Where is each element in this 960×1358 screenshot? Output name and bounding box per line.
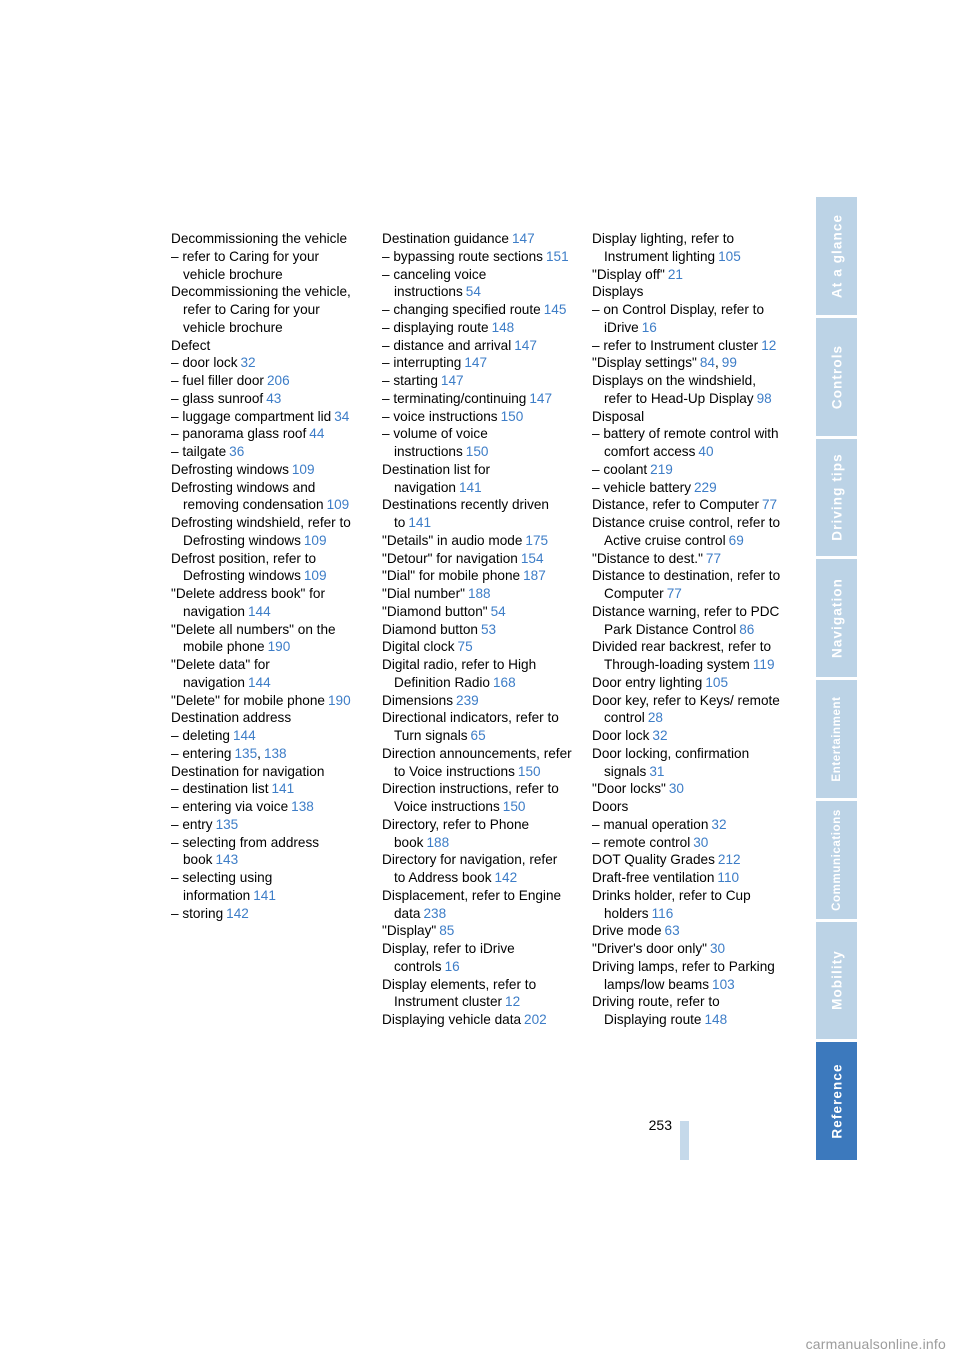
tab-at-a-glance[interactable] (816, 197, 857, 315)
index-term: – deleting (171, 728, 230, 743)
index-term: Diamond button (382, 621, 478, 637)
page-reference-link[interactable]: 151 (545, 248, 569, 264)
index-term: – manual operation (592, 816, 709, 832)
page-reference-link[interactable]: 32 (652, 728, 668, 743)
index-term: Destinations recently driven to (382, 497, 549, 530)
page-reference-link[interactable]: 32 (711, 816, 727, 832)
page-reference-link[interactable]: 150 (500, 408, 524, 424)
page-reference-link[interactable]: 116 (651, 905, 674, 921)
index-term: Direction instructions, refer to Voice instructions (382, 781, 559, 814)
page-separator: , (257, 745, 261, 761)
index-term: "Display" (382, 923, 437, 939)
index-term: – refer to Instrument cluster (592, 337, 759, 353)
index-term: – vehicle battery (592, 479, 691, 495)
index-term: "Diamond button" (382, 603, 488, 619)
page-reference-link[interactable]: 12 (761, 337, 777, 353)
index-term: Displacement, refer to Engine data (382, 887, 562, 921)
index-entry (171, 692, 361, 710)
index-term: Defect (171, 337, 211, 353)
index-term: Defrosting windows (171, 461, 289, 477)
index-entry (382, 922, 572, 940)
index-term: Displays on the windshield, refer to Head-Up Display (592, 373, 756, 406)
index-entry (171, 372, 361, 390)
index-entry (592, 337, 782, 355)
index-term: – storing (171, 905, 224, 921)
index-entry (592, 567, 782, 603)
page-reference-link[interactable]: 75 (457, 639, 473, 655)
index-term: – coolant (592, 461, 648, 477)
index-term: Digital radio, refer to High Definition Radio (382, 657, 537, 690)
page-reference-link[interactable]: 147 (511, 231, 535, 246)
page-reference-link[interactable]: 135 (234, 745, 258, 761)
watermark: carmanualsonline.info (805, 1336, 946, 1352)
tab-label: Reference (829, 1063, 844, 1139)
index-term: – selecting using information (171, 870, 273, 903)
index-entry (592, 230, 782, 266)
index-term: Display elements, refer to Instrument cluster (382, 976, 537, 1010)
index-term: Door lock (592, 728, 650, 743)
index-term: Distance, refer to Computer (592, 497, 759, 513)
index-entry (592, 780, 782, 798)
page-reference-link[interactable]: 144 (247, 674, 271, 690)
index-entry (382, 816, 572, 852)
index-entry (382, 354, 572, 372)
page-reference-link[interactable]: 54 (490, 603, 506, 619)
index-term: – entering (171, 745, 232, 761)
index-entry (382, 230, 572, 248)
index-entry (171, 656, 361, 692)
page-reference-link[interactable]: 53 (480, 621, 497, 637)
index-entry (592, 940, 782, 958)
index-entry (171, 709, 361, 727)
tab-mobility[interactable] (816, 922, 857, 1040)
index-term: – refer to Caring for your vehicle brochure (171, 248, 320, 282)
tab-communications[interactable] (816, 801, 857, 919)
index-term: – selecting from address book (171, 834, 320, 868)
page-reference-link[interactable]: 148 (491, 319, 515, 335)
index-entry (592, 922, 782, 940)
page-reference-link[interactable]: 147 (514, 337, 537, 353)
page-reference-link[interactable]: 238 (423, 905, 447, 921)
index-term: "Display settings" (592, 355, 697, 371)
index-entry (592, 514, 782, 550)
index-term: Drive mode (592, 923, 662, 939)
index-term: Driving lamps, refer to Parking lamps/low beams (592, 958, 775, 992)
tab-label: Navigation (829, 578, 844, 659)
tab-driving-tips[interactable] (816, 439, 857, 557)
index-term: – panorama glass roof (171, 426, 307, 442)
page-reference-link[interactable]: 36 (229, 444, 245, 459)
page-reference-link[interactable]: 77 (761, 497, 778, 513)
index-term: Drinks holder, refer to Cup holders (592, 887, 751, 921)
index-entry (592, 745, 782, 781)
page-reference-link[interactable]: 206 (266, 373, 290, 388)
index-entry (171, 834, 361, 870)
index-entry (592, 266, 782, 284)
index-entry (171, 585, 361, 621)
index-term: Door key, refer to Keys/ remote control (592, 692, 780, 726)
index-entry (171, 248, 361, 284)
index-term: Draft-free ventilation (592, 870, 715, 885)
page-reference-link[interactable]: 63 (664, 923, 680, 939)
index-term: – entering via voice (171, 799, 289, 814)
index-term: Distance cruise control, refer to Active cruise control (592, 515, 781, 548)
page-reference-link[interactable]: 190 (267, 639, 291, 655)
index-term: – bypassing route sections (382, 248, 543, 264)
index-term: – displaying route (382, 319, 489, 335)
index-term: Displays (592, 284, 644, 300)
index-column-2 (382, 230, 572, 1029)
index-term: DOT Quality Grades (592, 852, 715, 868)
page-reference-link[interactable]: 219 (650, 461, 673, 477)
index-term: – luggage compartment lid (171, 408, 332, 424)
index-term: Door locking, confirmation signals (592, 745, 750, 779)
index-term: Destination for navigation (171, 763, 325, 779)
index-entry (592, 638, 782, 674)
index-term: "Delete all numbers" on the mobile phone (171, 621, 336, 655)
index-entry (592, 408, 782, 426)
index-entry (382, 567, 572, 585)
index-entry (171, 514, 361, 550)
page-reference-link[interactable]: 28 (647, 710, 663, 726)
page-reference-link[interactable]: 147 (440, 373, 464, 388)
index-entry (592, 283, 782, 301)
index-term: "Dial number" (382, 586, 465, 601)
index-term: Disposal (592, 408, 645, 424)
index-entry (171, 479, 361, 515)
index-column-3 (592, 230, 782, 1029)
index-entry (382, 390, 572, 408)
index-term: – distance and arrival (382, 337, 512, 353)
page-reference-link[interactable]: 105 (705, 674, 729, 690)
index-entry (592, 550, 782, 568)
index-term: "Dial" for mobile phone (382, 568, 521, 584)
index-term: – volume of voice instructions (382, 426, 488, 459)
page-reference-link[interactable]: 16 (444, 958, 460, 974)
page-reference-link[interactable]: 105 (718, 248, 741, 264)
page-reference-link[interactable]: 138 (291, 799, 314, 814)
index-entry (171, 869, 361, 905)
page-reference-link[interactable]: 40 (698, 444, 714, 459)
index-entry (382, 372, 572, 390)
page-reference-link[interactable]: 138 (263, 745, 287, 761)
page-reference-link[interactable]: 147 (529, 390, 553, 406)
index-term: Doors (592, 799, 629, 814)
index-entry (171, 461, 361, 479)
tab-label: Driving tips (829, 453, 844, 542)
index-term: Displaying vehicle data (382, 1012, 522, 1027)
index-term: Decommissioning the vehicle, refer to Caring for your vehicle brochure (171, 284, 351, 335)
tab-controls[interactable] (816, 318, 857, 436)
page-reference-link[interactable]: 168 (492, 674, 516, 690)
index-term: Destination guidance (382, 231, 509, 246)
index-entry (171, 798, 361, 816)
index-entry (592, 869, 782, 887)
index-entry (171, 425, 361, 443)
index-entry (171, 905, 361, 923)
page-reference-link[interactable]: 175 (525, 532, 549, 548)
page-reference-link[interactable]: 141 (458, 479, 482, 495)
index-term: – glass sunroof (171, 390, 264, 406)
index-entry (382, 301, 572, 319)
index-entry (171, 443, 361, 461)
index-entry (171, 780, 361, 798)
index-entry (382, 851, 572, 887)
index-term: – terminating/continuing (382, 390, 527, 406)
page-reference-link[interactable]: 141 (271, 781, 295, 797)
index-entry (592, 425, 782, 461)
tab-reference[interactable] (816, 1042, 857, 1160)
index-term: Distance to destination, refer to Computer (592, 568, 781, 601)
index-entry (382, 425, 572, 461)
page-reference-link[interactable]: 98 (756, 390, 772, 406)
index-entry (171, 745, 361, 763)
index-entry (592, 692, 782, 728)
index-term: Destination address (171, 710, 292, 726)
index-entry (171, 354, 361, 372)
index-entry (171, 816, 361, 834)
index-term: Directory for navigation, refer to Address book (382, 852, 558, 885)
page-reference-link[interactable]: 142 (226, 905, 249, 921)
page-reference-link[interactable]: 30 (693, 834, 709, 850)
index-entry (382, 780, 572, 816)
page-reference-link[interactable]: 77 (705, 550, 722, 566)
page-reference-link[interactable]: 109 (303, 568, 327, 584)
index-entry (592, 354, 782, 372)
page-reference-link[interactable]: 34 (334, 408, 350, 424)
page-reference-link[interactable]: 145 (543, 302, 567, 317)
index-term: Digital clock (382, 639, 455, 655)
index-entry (171, 550, 361, 586)
index-term: – canceling voice instructions (382, 266, 487, 300)
index-entry (382, 709, 572, 745)
index-term: "Door locks" (592, 781, 666, 797)
index-term: Driving route, refer to Displaying route (592, 994, 720, 1027)
page-reference-link[interactable]: 65 (470, 728, 486, 743)
index-term: – on Control Display, refer to iDrive (592, 302, 765, 335)
index-term: "Delete address book" for navigation (171, 586, 325, 619)
page-reference-link[interactable]: 103 (712, 976, 735, 992)
page-reference-link[interactable]: 190 (328, 692, 351, 708)
index-entry (171, 621, 361, 657)
page-separator: , (714, 355, 719, 371)
index-entry (592, 603, 782, 639)
index-entry (592, 496, 782, 514)
page-reference-link[interactable]: 150 (465, 444, 489, 459)
page-reference-link[interactable]: 144 (247, 603, 271, 619)
index-term: Dimensions (382, 692, 454, 708)
index-entry (382, 266, 572, 302)
page-reference-link[interactable]: 141 (253, 887, 276, 903)
index-entry (382, 248, 572, 266)
page-reference-link[interactable]: 144 (232, 728, 256, 743)
index-entry (382, 496, 572, 532)
index-entry (592, 301, 782, 337)
page-reference-link[interactable]: 85 (439, 923, 455, 939)
index-term: Divided rear backrest, refer to Through-loading system (592, 639, 772, 672)
index-term: – changing specified route (382, 302, 541, 317)
page-reference-link[interactable]: 31 (649, 763, 665, 779)
index-entry (382, 638, 572, 656)
index-entry (382, 1011, 572, 1029)
page-reference-link[interactable]: 16 (641, 319, 657, 335)
index-term: "Display off" (592, 266, 665, 282)
index-entry (382, 461, 572, 497)
page-reference-link[interactable]: 147 (464, 355, 488, 371)
page-reference-link[interactable]: 135 (215, 816, 239, 832)
page-reference-link[interactable]: 54 (465, 284, 481, 300)
index-entry (592, 372, 782, 408)
index-term: "Details" in audio mode (382, 532, 523, 548)
page-reference-link[interactable]: 110 (717, 870, 740, 885)
index-entry (382, 940, 572, 976)
index-term: – starting (382, 373, 438, 388)
tab-navigation[interactable] (816, 559, 857, 677)
tab-label: Controls (829, 344, 844, 409)
index-entry (592, 816, 782, 834)
index-term: Destination list for navigation (382, 461, 491, 495)
tab-entertainment[interactable] (816, 680, 857, 798)
page-reference-link[interactable]: 188 (467, 586, 491, 601)
index-entry (382, 550, 572, 568)
index-term: Defrosting windows and removing condensation (171, 479, 324, 513)
page-reference-link[interactable]: 150 (502, 799, 526, 814)
index-entry (171, 727, 361, 745)
index-entry (382, 603, 572, 621)
index-entry (592, 993, 782, 1029)
index-term: "Driver's door only" (592, 941, 707, 956)
page-reference-link[interactable]: 239 (456, 692, 479, 708)
index-term: – fuel filler door (171, 373, 264, 388)
index-term: – battery of remote control with comfort access (592, 426, 779, 459)
section-tabs (816, 197, 857, 1160)
page-reference-link[interactable]: 32 (240, 355, 256, 371)
index-entry (382, 692, 572, 710)
index-term: Defrosting windshield, refer to Defrosting windows (171, 515, 351, 548)
index-term: – destination list (171, 781, 269, 797)
tab-label: Communications (830, 808, 843, 911)
page-reference-link[interactable]: 69 (728, 532, 744, 548)
page-reference-link[interactable]: 150 (517, 763, 541, 779)
index-term: Direction announcements, refer to Voice instructions (382, 745, 572, 779)
page-reference-link[interactable]: 229 (694, 479, 717, 495)
page-reference-link[interactable]: 212 (717, 852, 741, 868)
index-entry (171, 337, 361, 355)
index-term: "Delete data" for navigation (171, 657, 270, 690)
index-entry (382, 745, 572, 781)
index-entry (382, 621, 572, 639)
page-reference-link[interactable]: 109 (326, 497, 350, 513)
index-entry (592, 834, 782, 852)
tab-label: Mobility (829, 950, 844, 1011)
index-term: Decommissioning the vehicle (171, 231, 348, 246)
index-entry (382, 976, 572, 1012)
page-reference-link[interactable]: 12 (505, 994, 521, 1010)
index-term: Defrost position, refer to Defrosting windows (171, 550, 317, 584)
page-reference-link[interactable]: 109 (303, 532, 327, 548)
index-entry (592, 479, 782, 497)
index-entry (592, 461, 782, 479)
page-reference-link[interactable]: 141 (408, 515, 432, 530)
index-entry (171, 408, 361, 426)
index-term: Display lighting, refer to Instrument lighting (592, 231, 735, 264)
index-entry (382, 532, 572, 550)
page-reference-link[interactable]: 148 (704, 1012, 728, 1027)
page-reference-link[interactable]: 43 (266, 390, 282, 406)
page-reference-link[interactable]: 84 (699, 355, 715, 371)
index-entry (592, 727, 782, 745)
page-reference-link[interactable]: 187 (523, 568, 546, 584)
page-reference-link[interactable]: 77 (666, 586, 682, 601)
page-reference-link[interactable]: 21 (667, 266, 683, 282)
page-reference-link[interactable]: 142 (494, 870, 518, 885)
index-entry (592, 851, 782, 869)
index-term: "Detour" for navigation (382, 550, 518, 566)
tab-label: Entertainment (830, 696, 843, 782)
index-entry (382, 656, 572, 692)
index-entry (171, 763, 361, 781)
tab-label: At a glance (829, 213, 844, 298)
index-entry (592, 798, 782, 816)
index-entry (592, 674, 782, 692)
index-term: "Distance to dest." (592, 550, 703, 566)
index-term: – entry (171, 816, 213, 832)
index-entry (382, 337, 572, 355)
page-reference-link[interactable]: 109 (291, 461, 315, 477)
index-entry (382, 319, 572, 337)
index-entry (592, 958, 782, 994)
page-reference-link[interactable]: 86 (739, 621, 755, 637)
page-reference-link[interactable]: 202 (524, 1012, 547, 1027)
page-reference-link[interactable]: 154 (520, 550, 544, 566)
index-entry (171, 283, 361, 336)
index-term: – remote control (592, 834, 691, 850)
index-term: – voice instructions (382, 408, 498, 424)
index-entry (171, 230, 361, 248)
index-entry (382, 887, 572, 923)
page-number: 253 (648, 1117, 672, 1133)
index-entry (592, 887, 782, 923)
page-reference-link[interactable]: 119 (752, 657, 775, 672)
index-term: – interrupting (382, 355, 462, 371)
index-entry (171, 390, 361, 408)
index-term: – tailgate (171, 444, 227, 459)
index-term: Display, refer to iDrive controls (382, 941, 515, 974)
page-reference-link[interactable]: 99 (721, 355, 737, 371)
page-reference-link[interactable]: 44 (309, 426, 325, 442)
index-entry (382, 585, 572, 603)
index-term: Directory, refer to Phone book (382, 816, 530, 850)
index-term: Distance warning, refer to PDC Park Distance Control (592, 603, 780, 637)
page-reference-link[interactable]: 30 (710, 941, 726, 956)
index-column-1 (171, 230, 361, 922)
index-entry (382, 408, 572, 426)
index-term: "Delete" for mobile phone (171, 692, 325, 708)
index-term: Directional indicators, refer to Turn signals (382, 710, 559, 743)
page-reference-link[interactable]: 30 (668, 781, 684, 797)
page-marker-bar (680, 1121, 689, 1160)
index-term: – door lock (171, 355, 238, 371)
index-term: Door entry lighting (592, 674, 703, 690)
page-reference-link[interactable]: 188 (426, 834, 450, 850)
page-reference-link[interactable]: 143 (215, 852, 239, 868)
